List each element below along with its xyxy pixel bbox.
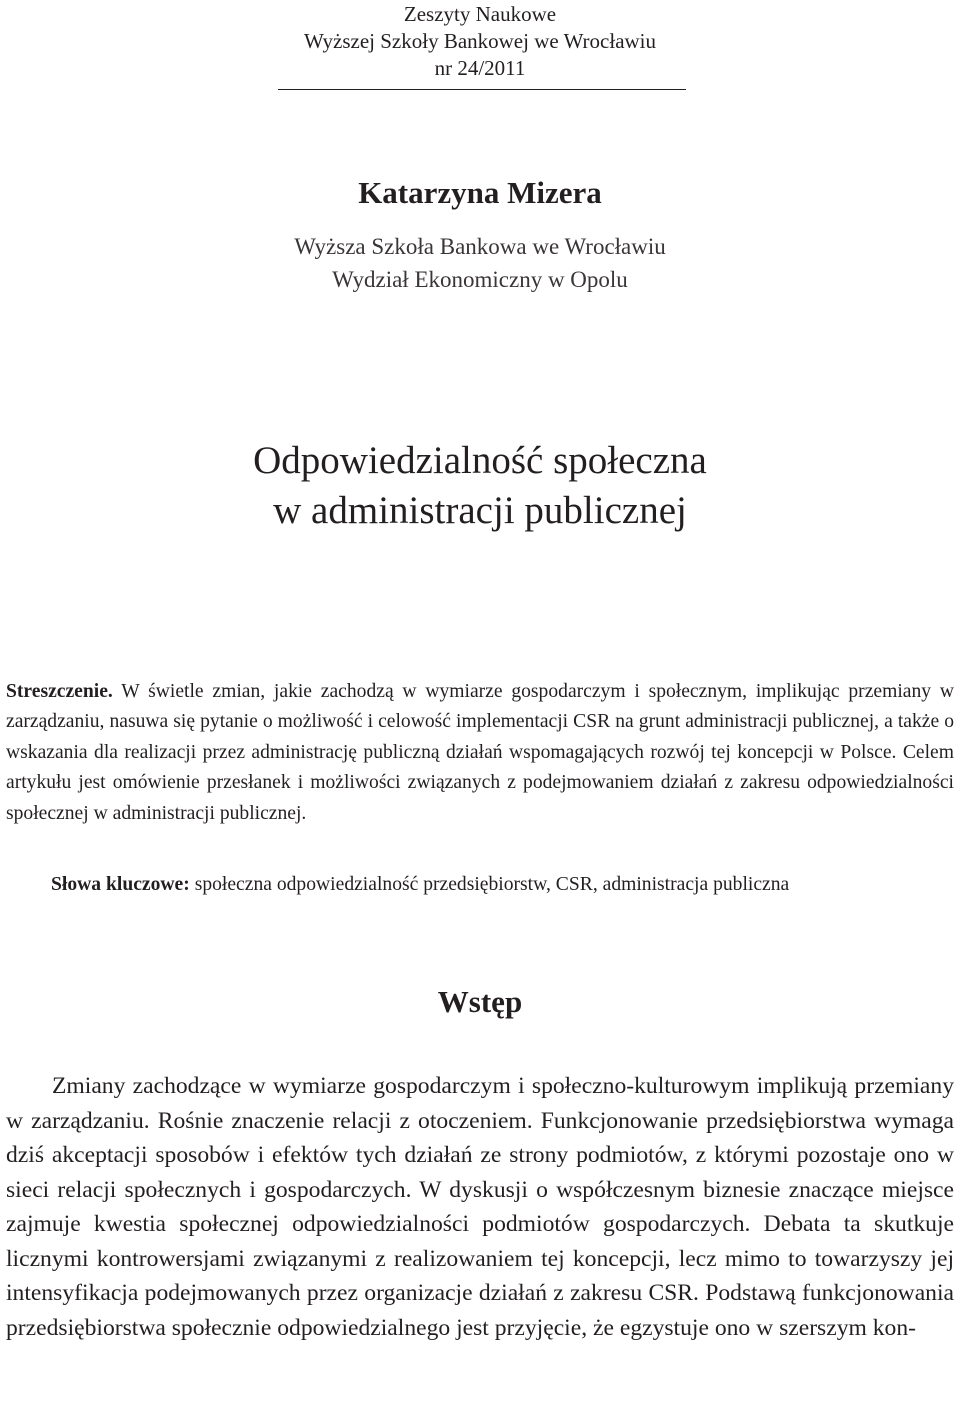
journal-name: Zeszyty Naukowe bbox=[403, 2, 557, 26]
section-heading: Wstęp bbox=[437, 984, 523, 1019]
keywords-label: Słowa kluczowe: bbox=[51, 874, 190, 895]
keywords bbox=[51, 870, 951, 900]
abstract-label: Streszczenie. bbox=[6, 681, 113, 702]
paper-title bbox=[0, 436, 960, 536]
author-affiliation-faculty: Wydział Ekonomiczny w Opolu bbox=[332, 267, 628, 292]
author-block bbox=[0, 172, 960, 296]
journal-issue: nr 24/2011 bbox=[434, 56, 526, 80]
keywords-text: społeczna odpowiedzialność przedsiębiorstw, CSR, administracja publiczna bbox=[189, 874, 790, 895]
body-paragraph: Zmiany zachodzące w wymiarze gospodarczym i społeczno-kulturowym implikują przemiany w zarządzaniu. Rośnie znaczenie relacji z otoczeniem. Funkcjonowanie przedsiębiorstwa wymaga dziś akceptacji sposobów i efektów tych działań ze strony podmiotów, z którymi pozostaje ono w sieci relacji społecznych i gospodarczych. W dyskusji o współczesnym biznesie znaczące miejsce zajmuje kwestia społecznej odpowiedzialności podmiotów gospodarczych. Debata ta skutkuje licznymi kontrowersjami związanymi z realizowaniem tej koncepcji, lecz mimo to towarzyszy jej intensyfikacja podejmowanych przez organizacje działań z zakresu CSR. Podstawą funkcjonowania przedsiębiorstwa społecznie odpowiedzialnego jest przyjęcie, że egzystuje ono w szerszym kon- bbox=[6, 1073, 954, 1341]
paper-title-line-2: w administracji publicznej bbox=[273, 489, 687, 532]
paper-title-line-1: Odpowiedzialność społeczna bbox=[253, 439, 707, 482]
journal-header bbox=[0, 0, 960, 82]
header-divider bbox=[278, 89, 686, 90]
author-name: Katarzyna Mizera bbox=[358, 175, 602, 210]
journal-publisher: Wyższej Szkoły Bankowej we Wrocławiu bbox=[303, 29, 657, 53]
abstract bbox=[6, 677, 954, 829]
author-affiliation-university: Wyższa Szkoła Bankowa we Wrocławiu bbox=[294, 234, 666, 259]
abstract-text: W świetle zmian, jakie zachodzą w wymiarze gospodarczym i społecznym, implikując przemiany w zarządzaniu, nasuwa się pytanie o możliwość i celowość implementacji CSR na grunt administracji publicznej, a także o wskazania dla realizacji przez administrację publiczną działań wspomagających rozwój tej koncepcji w Polsce. Celem artykułu jest omówienie przesłanek i możliwości związanych z podejmowaniem działań z zakresu odpowiedzialności społecznej w administracji publicznej. bbox=[6, 681, 954, 824]
